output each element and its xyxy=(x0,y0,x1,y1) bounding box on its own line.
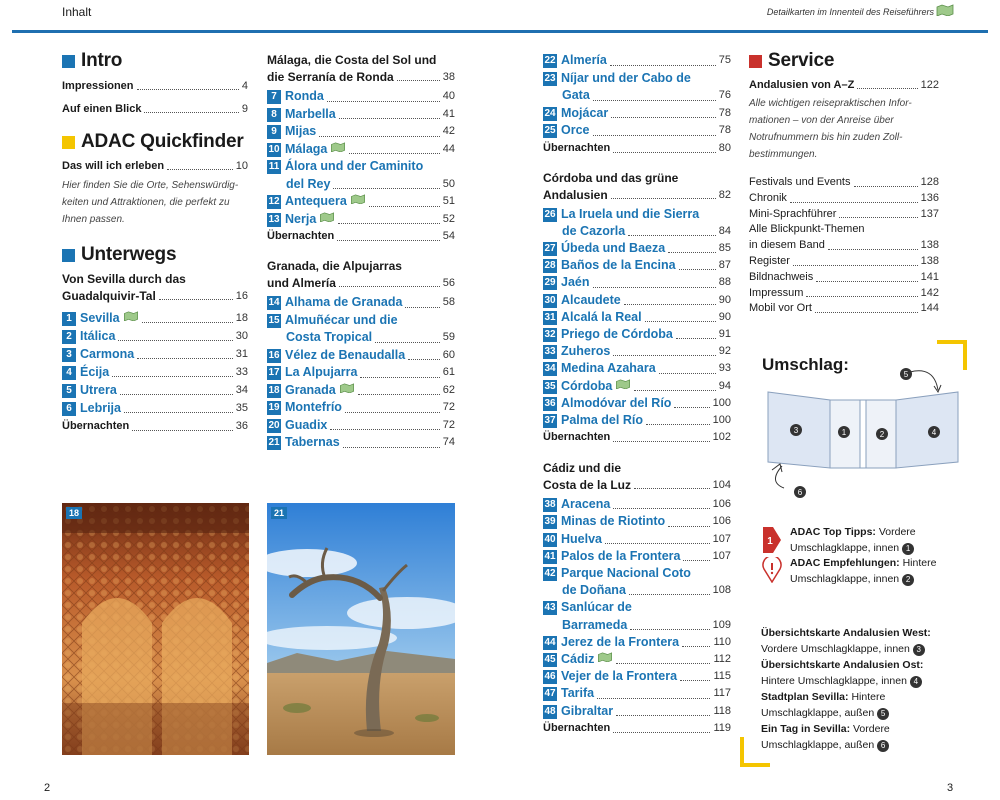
region-heading: Málaga, die Costa del Sol und xyxy=(267,53,437,67)
section-service: Service xyxy=(749,50,939,72)
svg-text:4: 4 xyxy=(931,428,937,437)
toc-entry[interactable]: 25 Orce 78 xyxy=(544,123,731,137)
toc-entry[interactable]: 47 Tarifa 117 xyxy=(544,686,731,701)
empfehlung-pin-icon xyxy=(762,557,782,583)
toc-entry[interactable]: 2 Itálica 30 xyxy=(62,327,248,345)
photo-number-badge: 18 xyxy=(66,507,82,519)
column-3 xyxy=(543,52,731,737)
map-icon xyxy=(339,383,355,393)
svg-text:1: 1 xyxy=(841,428,847,437)
toc-entry[interactable]: 41 Palos de la Frontera 107 xyxy=(544,548,731,563)
toc-entry[interactable]: 4 Écija 33 xyxy=(62,363,248,381)
legend-empfehlungen: ADAC Empfehlungen: Hintere Umschlagklappe, innen 2 xyxy=(790,557,937,585)
toc-entry[interactable]: Andalusien 82 xyxy=(543,187,731,202)
svg-text:1: 1 xyxy=(767,536,773,547)
toc-entry[interactable]: 35 Córdoba 94 xyxy=(544,378,731,393)
legend-top-tipps: ADAC Top Tipps: Vordere Umschlagklappe, innen 1 xyxy=(790,526,916,554)
toc-entry-continued[interactable]: de Doñana 108 xyxy=(562,583,731,598)
service-description: Alle wichtigen reisepraktischen Infor- mationen – von der Anreise über Notrufnummern bis hin zuden Zoll- bestimmungen. xyxy=(749,98,912,160)
section-intro: Intro xyxy=(62,50,248,72)
toc-entry[interactable]: 31 Alcalá la Real 90 xyxy=(544,309,731,324)
toc-entry[interactable]: Festivals und Events 128 xyxy=(749,176,939,188)
toc-entry[interactable]: Übernachten 102 xyxy=(543,431,731,444)
column-4 xyxy=(749,50,939,317)
flap-marker-2 xyxy=(876,428,888,440)
flap-marker-3 xyxy=(790,424,802,436)
toc-entry[interactable]: Übernachten 36 xyxy=(62,420,248,432)
toc-entry[interactable]: 12 Antequera 51 xyxy=(268,194,455,208)
toc-entry[interactable]: 8 Marbella 41 xyxy=(267,106,455,124)
svg-text:3: 3 xyxy=(793,426,799,435)
toc-entry[interactable]: 40 Huelva 107 xyxy=(544,531,731,546)
toc-entry[interactable]: Übernachten 54 xyxy=(267,230,455,242)
map-icon xyxy=(936,4,954,16)
toc-entry-continued[interactable]: in diesem Band 138 xyxy=(749,239,939,252)
toc-entry[interactable]: 19 Montefrío 72 xyxy=(268,400,455,414)
toc-entry[interactable]: 1 Sevilla 18 xyxy=(62,309,248,327)
flap-number-badge: 4 xyxy=(910,676,922,688)
flap-marker-1 xyxy=(838,426,850,438)
photo-tabernas xyxy=(267,503,455,755)
toc-entry[interactable]: 45 Cádiz 112 xyxy=(544,651,731,666)
section-marker xyxy=(62,136,75,149)
toc-entry[interactable]: 14 Alhama de Granada 58 xyxy=(268,295,455,309)
flap-number-badge: 6 xyxy=(877,740,889,752)
map-icon xyxy=(597,652,613,662)
flap-marker-6 xyxy=(794,486,806,498)
map-icon xyxy=(319,212,335,222)
toc-entry[interactable]: Impressionen 4 xyxy=(62,80,248,92)
toc-entry[interactable]: 36 Almodóvar del Río 100 xyxy=(544,395,731,410)
umschlag-title: Umschlag: xyxy=(762,355,849,374)
toc-entry[interactable]: 9 Mijas 42 xyxy=(267,123,455,141)
section-quickfinder: ADAC Quickfinder xyxy=(62,131,248,153)
toc-entry[interactable]: 38 Aracena 106 xyxy=(544,497,731,512)
toc-entry[interactable]: 30 Alcaudete 90 xyxy=(544,292,731,307)
top-tipp-arrow-icon xyxy=(762,526,782,554)
toc-entry[interactable]: Mini-Sprachführer 137 xyxy=(749,207,939,220)
toc-entry-continued[interactable]: del Rey 50 xyxy=(286,176,455,191)
region-heading: Von Sevilla durch das xyxy=(62,272,186,286)
toc-entry[interactable]: 16 Vélez de Benaudalla 60 xyxy=(268,347,455,362)
toc-entry[interactable]: Impressum 142 xyxy=(749,286,939,299)
svg-text:6: 6 xyxy=(797,488,803,497)
toc-entry[interactable]: Costa de la Luz 104 xyxy=(543,478,731,493)
toc-entry[interactable]: und Almería 56 xyxy=(267,276,455,290)
column-1 xyxy=(62,50,248,435)
page-number-right: 3 xyxy=(947,782,954,794)
region-heading: Granada, die Alpujarras xyxy=(267,259,402,273)
toc-entry[interactable]: Übernachten 80 xyxy=(543,141,731,154)
toc-entry[interactable]: 48 Gibraltar 118 xyxy=(544,703,731,718)
toc-entry[interactable]: 24 Mojácar 78 xyxy=(544,105,731,120)
toc-entry[interactable]: Chronik 136 xyxy=(749,191,939,204)
toc-entry[interactable]: Übernachten 119 xyxy=(543,721,731,734)
toc-entry[interactable]: 20 Guadix 72 xyxy=(268,417,455,432)
map-icon xyxy=(350,194,366,204)
page-header-title: Inhalt xyxy=(62,5,92,19)
toc-entry[interactable]: 7 Ronda 40 xyxy=(267,88,455,106)
toc-entry-continued[interactable]: de Cazorla 84 xyxy=(562,223,731,238)
flap-number-badge: 3 xyxy=(913,644,925,656)
toc-entry[interactable]: Alle Blickpunkt-Themen xyxy=(749,223,865,236)
toc-entry[interactable]: 37 Palma del Río 100 xyxy=(544,412,731,427)
toc-entry-continued[interactable]: Gata 76 xyxy=(562,88,731,102)
toc-entry[interactable]: 46 Vejer de la Frontera 115 xyxy=(544,669,731,684)
toc-entry[interactable]: 5 Utrera 34 xyxy=(62,381,248,399)
legend-maps: Übersichtskarte Andalusien West: Vordere Umschlagklappe, innen 3 Übersichtskarte Andalusien Ost: Hintere Umschlagklappe, innen 4 Stadtplan Sevilla: Hintere Umschlagklappe, außen 5 Ein Tag in Sevilla: Vordere Umschlagklappe, außen 6 xyxy=(761,627,931,751)
toc-entry[interactable]: 43 Sanlúcar de xyxy=(544,600,632,615)
toc-entry[interactable]: 11 Álora und der Caminito xyxy=(268,159,424,173)
toc-entry-continued[interactable]: Barrameda 109 xyxy=(562,617,731,632)
toc-entry[interactable]: 26 La Iruela und die Sierra xyxy=(544,206,700,221)
section-marker xyxy=(62,249,75,262)
cover-diagram xyxy=(762,362,966,502)
toc-entry[interactable]: 33 Zuheros 92 xyxy=(544,344,731,359)
toc-entry[interactable]: 10 Málaga 44 xyxy=(268,141,455,156)
map-icon xyxy=(615,379,631,389)
header-rule xyxy=(12,30,988,33)
svg-text:2: 2 xyxy=(879,430,885,439)
toc-entry[interactable]: 29 Jaén 88 xyxy=(544,275,731,290)
toc-entry[interactable]: 27 Úbeda und Baeza 85 xyxy=(544,240,731,255)
page-number-left: 2 xyxy=(44,782,51,794)
map-icon xyxy=(123,311,139,321)
toc-entry[interactable]: Das will ich erleben 10 xyxy=(62,160,248,172)
flap-marker-5 xyxy=(900,368,912,380)
toc-entry[interactable]: 18 Granada 62 xyxy=(268,382,455,397)
svg-text:5: 5 xyxy=(903,370,909,379)
toc-entry[interactable]: 22 Almería 75 xyxy=(544,53,731,67)
photo-alhambra xyxy=(62,503,249,755)
toc-entry[interactable]: Andalusien von A–Z 122 xyxy=(749,79,939,91)
photo-alhambra-image xyxy=(62,503,249,755)
toc-entry[interactable]: Auf einen Blick 9 xyxy=(62,103,248,115)
section-marker xyxy=(62,55,75,68)
flap-number-badge: 5 xyxy=(877,708,889,720)
toc-entry[interactable]: die Serranía de Ronda 38 xyxy=(267,70,455,84)
toc-entry[interactable]: Bildnachweis 141 xyxy=(749,270,939,283)
photo-number-badge: 21 xyxy=(271,507,287,519)
toc-entry[interactable]: 34 Medina Azahara 93 xyxy=(544,361,731,376)
flap-marker-4 xyxy=(928,426,940,438)
toc-entry[interactable]: 42 Parque Nacional Coto xyxy=(544,565,691,580)
flap-number-badge: 2 xyxy=(902,574,914,586)
toc-entry-continued[interactable]: Costa Tropical 59 xyxy=(286,330,455,344)
section-marker xyxy=(749,55,762,68)
section-unterwegs: Unterwegs xyxy=(62,244,248,266)
toc-entry[interactable]: 23 Níjar und der Cabo de xyxy=(544,70,691,85)
toc-entry[interactable]: 21 Tabernas 74 xyxy=(268,435,455,449)
quickfinder-description: Hier finden Sie die Orte, Sehenswürdig- keiten und Attraktionen, die perfekt zu Ihnen passen. xyxy=(62,180,239,225)
map-icon xyxy=(330,142,346,152)
toc-entry[interactable]: 44 Jerez de la Frontera 110 xyxy=(544,634,731,649)
toc-entry[interactable]: 15 Almuñécar und die xyxy=(268,312,398,327)
toc-entry[interactable]: Mobil vor Ort 144 xyxy=(749,302,939,315)
flap-number-badge: 1 xyxy=(902,543,914,555)
page-header-note: Detailkarten im Innenteil des Reiseführers xyxy=(766,7,934,17)
toc-entry[interactable]: Register 138 xyxy=(749,254,939,267)
toc-entry[interactable]: 39 Minas de Riotinto 106 xyxy=(544,514,731,529)
toc-entry[interactable]: 17 La Alpujarra 61 xyxy=(268,365,455,379)
toc-entry[interactable]: 6 Lebrija 35 xyxy=(62,399,248,417)
toc-entry[interactable]: 3 Carmona 31 xyxy=(62,345,248,363)
region-heading: Cádiz und die xyxy=(543,461,621,476)
toc-entry[interactable]: 32 Priego de Córdoba 91 xyxy=(544,326,731,341)
toc-entry[interactable]: 28 Baños de la Encina 87 xyxy=(544,258,731,273)
region-heading: Córdoba und das grüne xyxy=(543,170,679,185)
toc-entry[interactable]: 13 Nerja 52 xyxy=(268,211,455,226)
toc-entry[interactable]: Guadalquivir-Tal 16 xyxy=(62,289,248,303)
photo-tabernas-image xyxy=(267,503,455,755)
column-2 xyxy=(267,51,455,452)
